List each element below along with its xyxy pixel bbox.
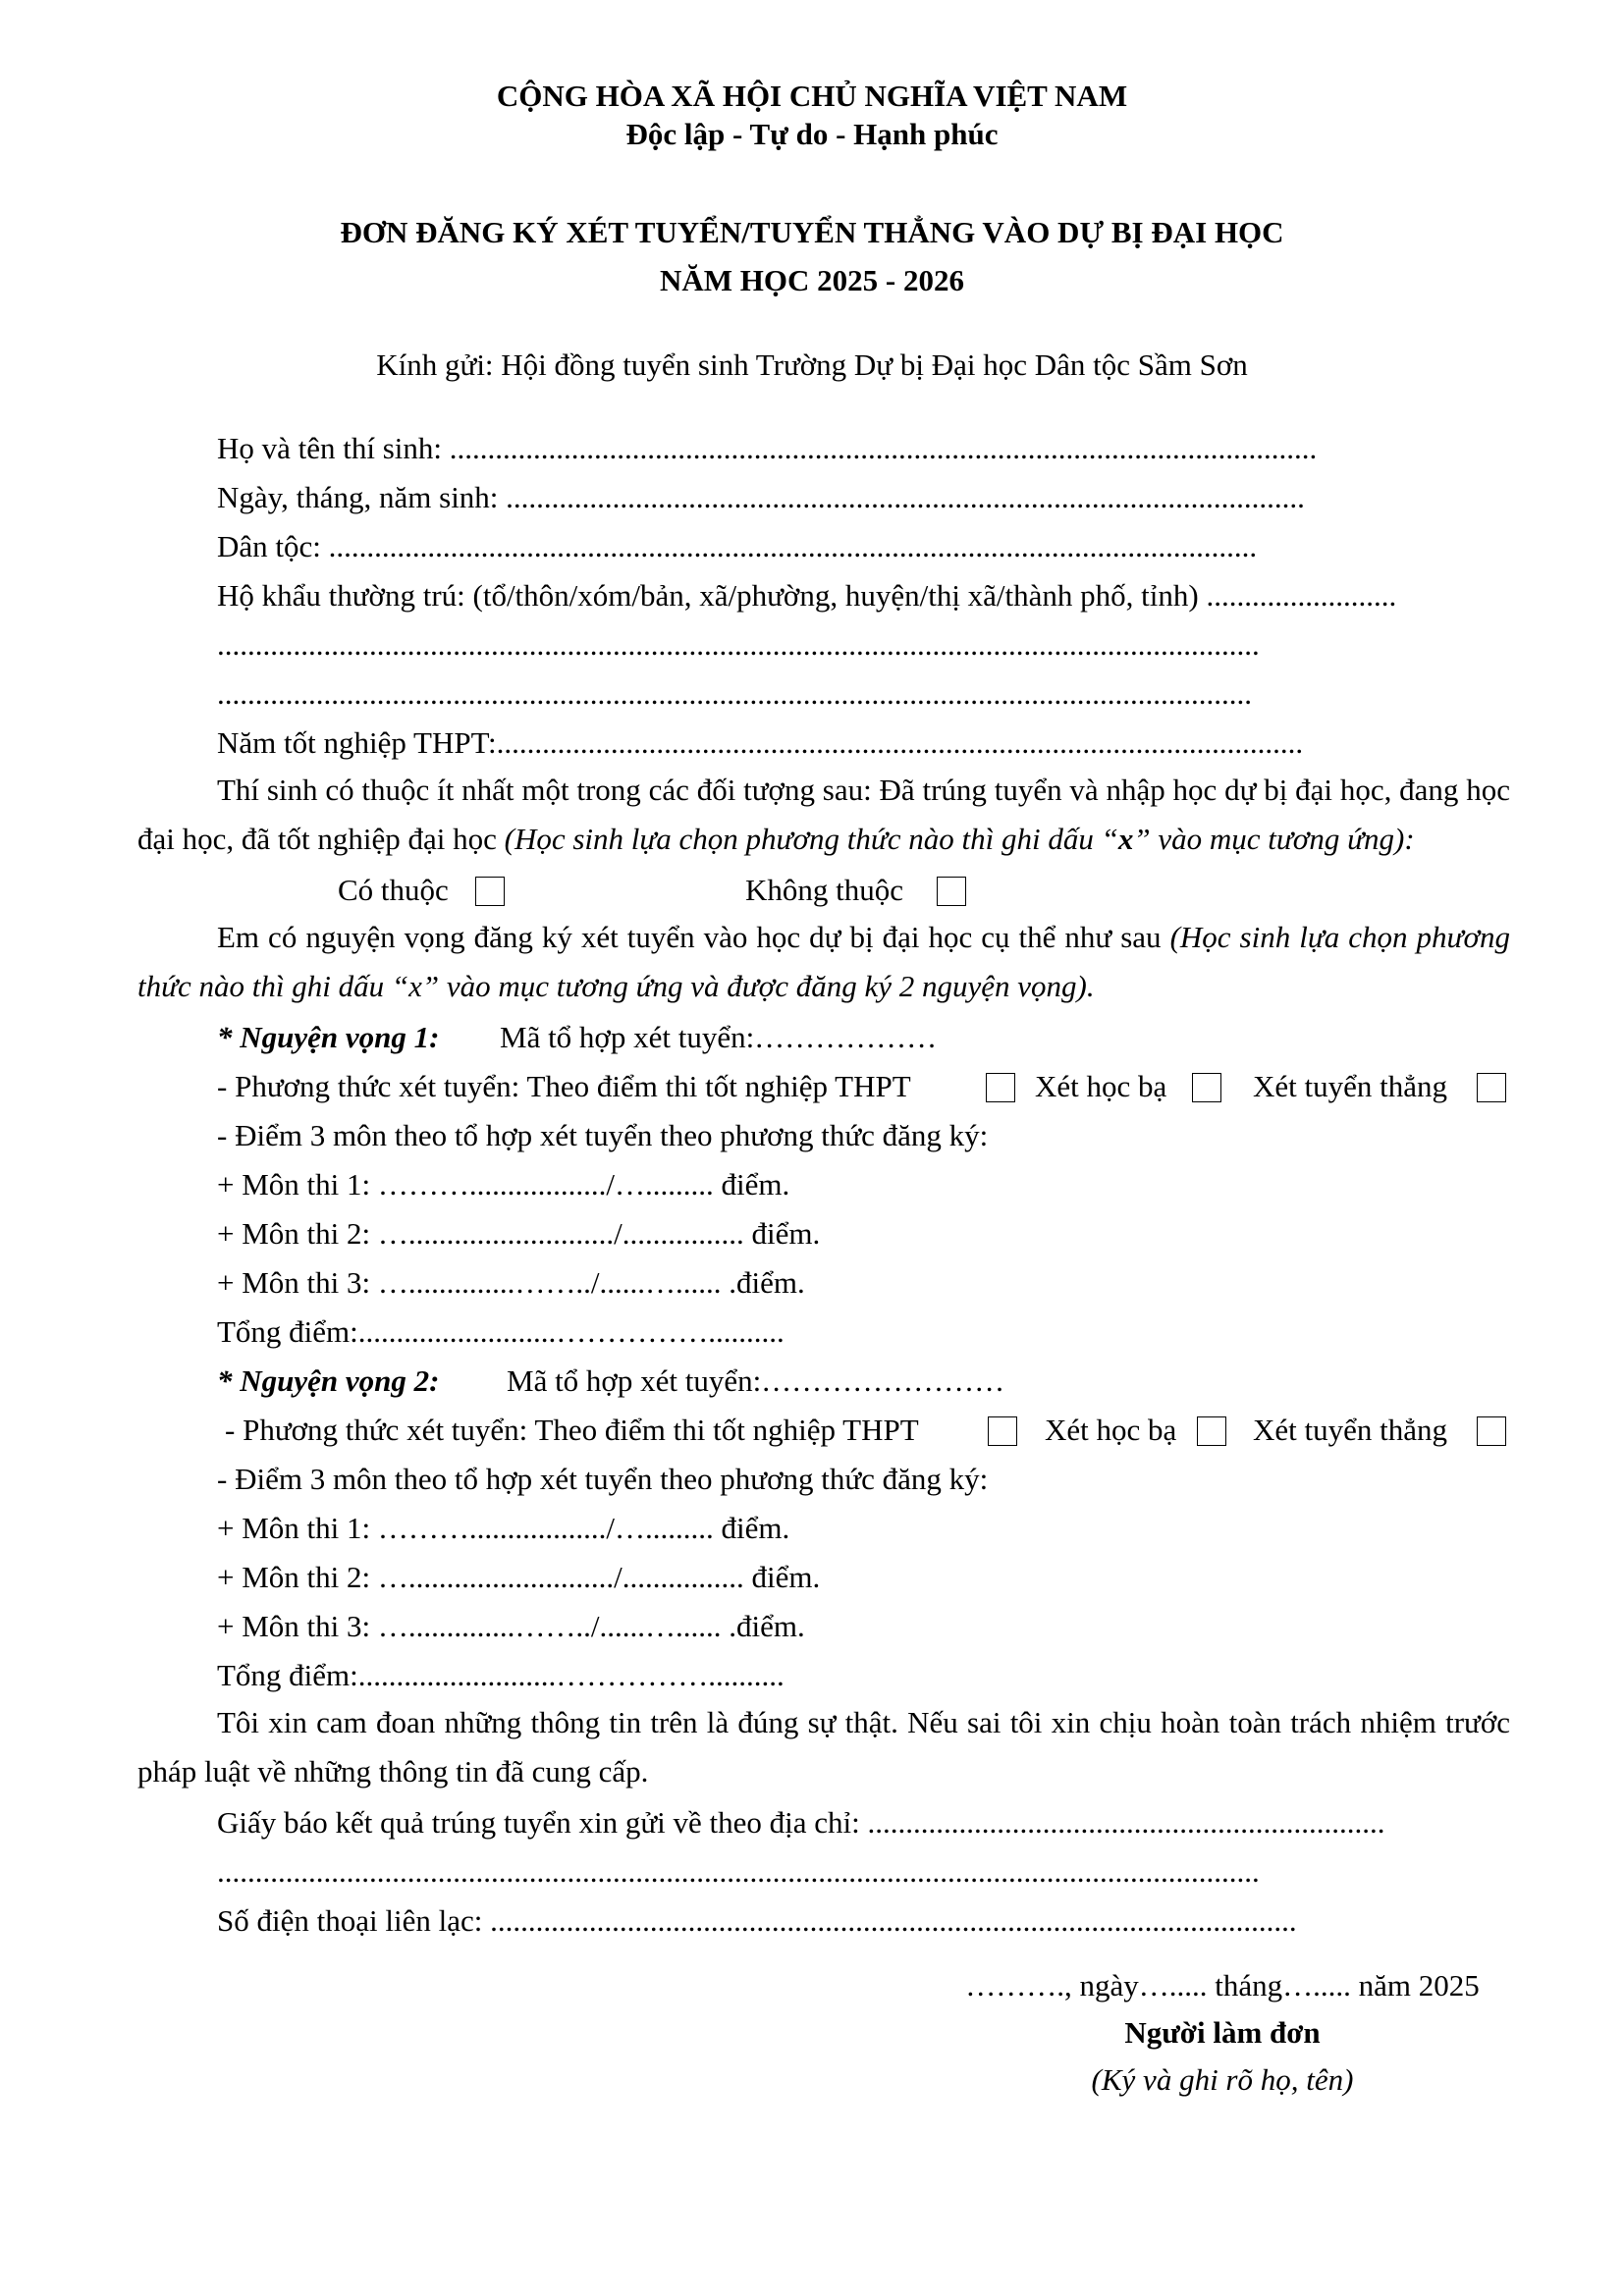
intro-note: (Học sinh lựa chọn phương thức nào thì ghi dấu “x” vào mục tương ứng và được đăng ký 2 nguyện vọng). bbox=[137, 920, 1510, 1003]
wish-1-thpt-checkbox[interactable] bbox=[986, 1073, 1015, 1102]
residence-field-line3[interactable]: ........................................................................................................................................ bbox=[217, 676, 1252, 711]
option-yes-label: Có thuộc bbox=[338, 873, 449, 907]
country-name: CỘNG HÒA XÃ HỘI CHỦ NGHĨA VIỆT NAM bbox=[496, 79, 1128, 113]
wish-1-direct-label: Xét tuyển thẳng bbox=[1253, 1069, 1448, 1103]
wish-2-thpt-checkbox[interactable] bbox=[988, 1416, 1017, 1446]
form-title: ĐƠN ĐĂNG KÝ XÉT TUYỂN/TUYỂN THẲNG VÀO DỰ BỊ ĐẠI HỌC bbox=[340, 215, 1284, 249]
wish-2-direct-checkbox[interactable] bbox=[1477, 1416, 1506, 1446]
intro-paragraph bbox=[137, 913, 1510, 1011]
wish-2-transcript-checkbox[interactable] bbox=[1197, 1416, 1226, 1446]
option-yes-checkbox[interactable] bbox=[475, 877, 505, 906]
mailing-address-field-line2[interactable]: ......................................................................................................................................... bbox=[217, 1854, 1260, 1889]
wish-2-label: * Nguyện vọng 2: bbox=[217, 1363, 440, 1398]
intro-text: Em có nguyện vọng đăng ký xét tuyển vào học dự bị đại học cụ thể như sau bbox=[217, 920, 1162, 954]
wish-1-scores-label: - Điểm 3 môn theo tổ hợp xét tuyển theo phương thức đăng ký: bbox=[217, 1118, 989, 1152]
option-no-checkbox[interactable] bbox=[937, 877, 966, 906]
national-motto: Độc lập - Tự do - Hạnh phúc bbox=[625, 117, 999, 151]
wish-1-subject-3-field[interactable]: + Môn thi 3: …..............……../......…...... .điểm. bbox=[217, 1265, 805, 1300]
eligibility-text: Thí sinh có thuộc ít nhất một trong các đối tượng sau: Đã trúng tuyển và nhập học dự bị đại học, đang học đại học, đã tốt nghiệp đại học bbox=[137, 773, 1510, 856]
residence-field[interactable]: Hộ khẩu thường trú: (tổ/thôn/xóm/bản, xã/phường, huyện/thị xã/thành phố, tỉnh) ......................... bbox=[217, 578, 1397, 613]
signer-title: Người làm đơn bbox=[1124, 2015, 1321, 2050]
wish-2-subject-3-field[interactable]: + Môn thi 3: …..............……../......…...... .điểm. bbox=[217, 1609, 805, 1643]
graduation-year-field[interactable]: Năm tốt nghiệp THPT:.......................................................................................................... bbox=[217, 725, 1304, 760]
option-no-label: Không thuộc bbox=[745, 873, 904, 907]
eligibility-note: (Học sinh lựa chọn phương thức nào thì ghi dấu “x” vào mục tương ứng): bbox=[504, 822, 1415, 856]
signature-note: (Ký và ghi rõ họ, tên) bbox=[1091, 2062, 1354, 2097]
wish-2-combo-field[interactable]: Mã tổ hợp xét tuyển:…………………… bbox=[507, 1363, 1005, 1398]
mailing-address-field[interactable]: Giấy báo kết quả trúng tuyển xin gửi về theo địa chỉ: .................................................................... bbox=[217, 1805, 1385, 1840]
wish-1-direct-checkbox[interactable] bbox=[1477, 1073, 1506, 1102]
wish-1-transcript-label: Xét học bạ bbox=[1035, 1069, 1167, 1103]
eligibility-paragraph bbox=[137, 766, 1510, 864]
sign-date: ………., ngày…..... tháng…..... năm 2025 bbox=[965, 1968, 1480, 2002]
commitment-paragraph: Tôi xin cam đoan những thông tin trên là đúng sự thật. Nếu sai tôi xin chịu hoàn toàn trách nhiệm trước pháp luật về những thông tin đã cung cấp. bbox=[137, 1705, 1510, 1789]
dob-field[interactable]: Ngày, tháng, năm sinh: ......................................................................................................... bbox=[217, 480, 1305, 514]
residence-field-line2[interactable]: ......................................................................................................................................... bbox=[217, 627, 1260, 662]
recipient-line: Kính gửi: Hội đồng tuyển sinh Trường Dự bị Đại học Dân tộc Sầm Sơn bbox=[376, 347, 1248, 382]
wish-2-transcript-label: Xét học bạ bbox=[1045, 1413, 1177, 1447]
full-name-field[interactable]: Họ và tên thí sinh: .................................................................................................................. bbox=[217, 431, 1318, 465]
ethnicity-field[interactable]: Dân tộc: .......................................................................................................................... bbox=[217, 529, 1258, 563]
wish-1-subject-2-field[interactable]: + Môn thi 2: ….........................../................ điểm. bbox=[217, 1216, 821, 1251]
wish-2-total-field[interactable]: Tổng điểm:..........................…………….......... bbox=[217, 1658, 785, 1692]
wish-2-subject-1-field[interactable]: + Môn thi 1: ………................../…......... điểm. bbox=[217, 1511, 790, 1545]
wish-1-method-label: - Phương thức xét tuyển: Theo điểm thi tốt nghiệp THPT bbox=[217, 1069, 911, 1103]
wish-2-subject-2-field[interactable]: + Môn thi 2: ….........................../................ điểm. bbox=[217, 1560, 821, 1594]
phone-field[interactable]: Số điện thoại liên lạc: .......................................................................................................... bbox=[217, 1903, 1297, 1938]
wish-1-combo-field[interactable]: Mã tổ hợp xét tuyển:……………… bbox=[500, 1020, 938, 1054]
wish-1-label: * Nguyện vọng 1: bbox=[217, 1020, 440, 1054]
wish-1-total-field[interactable]: Tổng điểm:..........................…………….......... bbox=[217, 1314, 785, 1349]
wish-2-direct-label: Xét tuyển thẳng bbox=[1253, 1413, 1448, 1447]
wish-1-subject-1-field[interactable]: + Môn thi 1: ………................../…......... điểm. bbox=[217, 1167, 790, 1201]
school-year: NĂM HỌC 2025 - 2026 bbox=[660, 263, 964, 297]
wish-1-transcript-checkbox[interactable] bbox=[1192, 1073, 1221, 1102]
wish-2-scores-label: - Điểm 3 môn theo tổ hợp xét tuyển theo phương thức đăng ký: bbox=[217, 1462, 989, 1496]
wish-2-method-label: - Phương thức xét tuyển: Theo điểm thi tốt nghiệp THPT bbox=[225, 1413, 919, 1447]
